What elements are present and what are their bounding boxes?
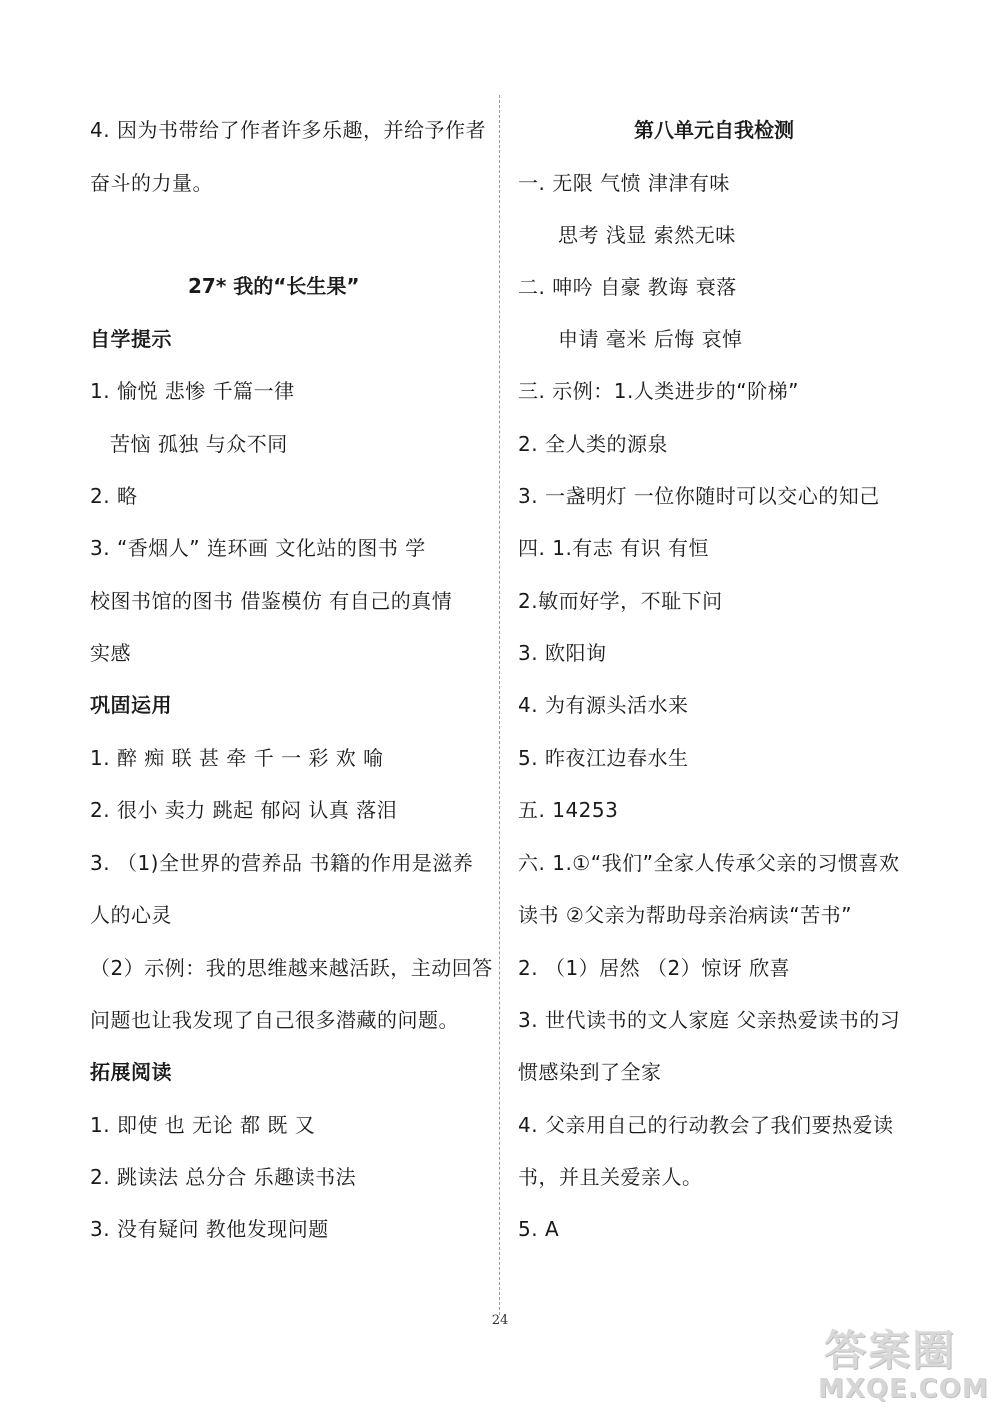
answer-line: 思考 浅显 索然无味: [558, 223, 736, 247]
answer-line: 3. 一盏明灯 一位你随时可以交心的知己: [518, 484, 880, 508]
watermark-logo: [818, 1318, 990, 1408]
answer-line: 申请 毫米 后悔 哀悼: [558, 327, 743, 351]
answer-line: 问题也让我发现了自己很多潜藏的问题。: [90, 1008, 459, 1032]
answer-line: 五. 14253: [518, 798, 619, 822]
answer-line: （2）示例：我的思维越来越活跃，主动回答: [90, 956, 493, 980]
column-divider: [499, 95, 500, 1315]
answer-line: 1. 愉悦 悲惨 千篇一律: [90, 379, 295, 403]
unit-test-title: 第八单元自我检测: [634, 118, 794, 142]
watermark-url: MXQE.COM: [818, 1374, 989, 1404]
answer-line: 1. 醉 痴 联 甚 牵 千 一 彩 欢 喻: [90, 746, 384, 770]
page-number: 24: [491, 1313, 509, 1328]
answer-line: 书，并且关爱亲人。: [518, 1165, 703, 1189]
answer-line: 5. A: [518, 1217, 560, 1241]
answer-line: 奋斗的力量。: [90, 171, 213, 195]
lesson-title: 27* 我的“长生果”: [188, 274, 360, 298]
section-heading-self-study: 自学提示: [90, 327, 172, 351]
answer-line: 3. （1)全世界的营养品 书籍的作用是滋养: [90, 851, 474, 875]
answer-line: 3. 没有疑问 教他发现问题: [90, 1217, 329, 1241]
answer-line: 4. 为有源头活水来: [518, 693, 689, 717]
answer-line: 实感: [90, 641, 131, 665]
answer-line: 2. 全人类的源泉: [518, 432, 668, 456]
answer-line: 二. 呻吟 自豪 教诲 衰落: [518, 275, 737, 299]
answer-line: 2. （1）居然 （2）惊讶 欣喜: [518, 956, 791, 980]
answer-line: 2.敏而好学，不耻下问: [518, 589, 723, 613]
section-heading-consolidate: 巩固运用: [90, 693, 172, 717]
answer-line: 3. 世代读书的文人家庭 父亲热爱读书的习: [518, 1008, 901, 1032]
answer-line: 4. 因为书带给了作者许多乐趣，并给予作者: [90, 118, 486, 142]
answer-line: 三. 示例：1.人类进步的“阶梯”: [518, 379, 800, 403]
answer-line: 3. 欧阳询: [518, 641, 607, 665]
answer-line: 苦恼 孤独 与众不同: [110, 432, 288, 456]
answer-line: 六. 1.①“我们”全家人传承父亲的习惯喜欢: [518, 851, 900, 875]
section-heading-extended: 拓展阅读: [90, 1060, 172, 1084]
answer-line: 读书 ②父亲为帮助母亲治病读“苦书”: [518, 903, 853, 927]
answer-line: 2. 跳读法 总分合 乐趣读书法: [90, 1165, 357, 1189]
answer-line: 4. 父亲用自己的行动教会了我们要热爱读: [518, 1113, 894, 1137]
answer-line: 一. 无限 气愤 津津有味: [518, 171, 730, 195]
answer-line: 1. 即使 也 无论 都 既 又: [90, 1113, 316, 1137]
answer-line: 四. 1.有志 有识 有恒: [518, 536, 710, 560]
answer-line: 5. 昨夜江边春水生: [518, 746, 689, 770]
answer-line: 惯感染到了全家: [518, 1060, 662, 1084]
answer-line: 2. 略: [90, 484, 138, 508]
answer-line: 2. 很小 卖力 跳起 郁闷 认真 落泪: [90, 798, 398, 822]
answer-line: 3. “香烟人” 连环画 文化站的图书 学: [90, 536, 426, 560]
watermark-logo-text: 答案圈: [824, 1326, 957, 1375]
answer-line: 人的心灵: [90, 903, 172, 927]
answer-line: 校图书馆的图书 借鉴模仿 有自己的真情: [90, 589, 453, 613]
